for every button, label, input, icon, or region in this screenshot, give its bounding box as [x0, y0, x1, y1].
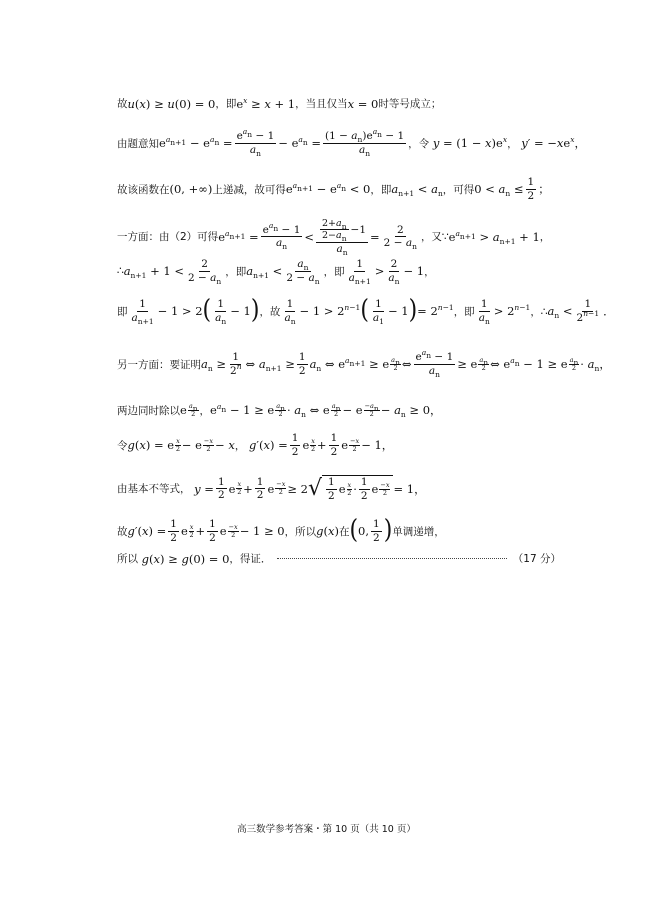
text: ，所以 [284, 525, 317, 538]
fraction: $\frac{1}{2}$ [298, 351, 306, 377]
text: ， [199, 404, 211, 417]
math: $e^{a_{n+1}} - e^{a_n}$ = [159, 135, 233, 151]
solution-line-2 [117, 127, 633, 158]
text: 时等号成立； [378, 98, 442, 110]
solution-line-3: 故该函数在 (0, +∞) 上递减，故可得 $e^{a_{n+1}} - e^{a_n} < 0$ ，即 $a_{n+1} < a_n$ ，可得 $0 < a_n$ ≤ $\frac{1}{2}$ ； [117, 176, 550, 202]
fraction: $\frac{e^{a_n} - 1}{a_n}$ [236, 127, 275, 158]
fraction: $\frac{2}{a_n}$ [388, 258, 400, 286]
score-label: （17 分） [512, 553, 561, 565]
fraction: $\frac{2}{2 - a_n}$ [383, 223, 417, 252]
fraction: $\frac{1}{2^n}$ [230, 351, 242, 377]
text: ， [507, 137, 518, 150]
fraction: $\frac{1}{2}$ [291, 432, 299, 458]
text: 即 [117, 305, 128, 318]
page-footer: 高三数学参考答案・第 10 页（共 10 页） [237, 824, 416, 835]
nested-fraction: $\frac{2+a_n}{2-a_n}$ −1 $a_n$ [316, 218, 368, 255]
text: ， [539, 231, 551, 244]
solution-line-6: 即 $\frac{1}{a_{n+1}}$ − 1 > 2 ( $\frac{1}{a_n}$ − 1 ) ，故 $\frac{1}{a_n}$ − $1 > 2^{n-1}$ ( $\frac{1}{a_1}$ − 1 ) = $2^{n-1}$ ，即 $\frac{1}{a_n}$ > $2^{n-1}$ ，∴ $a_n$ < $\frac{1}{2^{n-1}}$ ． [117, 295, 615, 326]
dotted-leader [277, 558, 506, 559]
text: 两边同时除以 [117, 404, 180, 417]
fraction: $\frac{e^{a_n} - 1}{a_n}$ [415, 348, 454, 379]
fraction: $\frac{a_n}{2 - a_n}$ [286, 258, 320, 286]
fraction: $\frac{1}{2^{n-1}}$ [576, 298, 600, 324]
text: 一方面：由（2）可得 [117, 231, 219, 244]
text: ，即 [323, 265, 345, 278]
solution-line-1 [117, 96, 633, 111]
text: 故 [117, 525, 128, 538]
solution-line-7: 另一方面：要证明 $a_n$ ≥ $\frac{1}{2^n}$ ⇔ $a_{n+1}$ ≥ $\frac{1}{2}$ $a_n$ ⇔ $e^{a_{n+1}} \ge e$ $a_n$ 2 ⇔ $\frac{e^{a_n} - 1}{a_n}$ ≥ e $a_n$ 2 ⇔ $e^{a_n} - 1 \ge e$ $a_n$ 2 · $a_n$， [117, 348, 611, 379]
text: ，可得 [442, 183, 475, 196]
math: x = 0 [347, 96, 379, 111]
math: $a_{n+1} < a_n$ [391, 182, 443, 199]
fraction: $\frac{1}{a_1}$ [372, 298, 384, 326]
solution-line-9: 令 g(x) = e x 2 − e −x 2 − x ， g′(x) = $\frac{1}{2}$ e x 2 + $\frac{1}{2}$ e −x 2 − 1， [117, 432, 394, 458]
square-root: √ $\frac{1}{2}$ e x 2 · $\frac{1}{2}$ e −x 2 [308, 475, 393, 502]
text: ，故 [259, 305, 281, 318]
text: 上递减，故可得 [212, 183, 286, 196]
math: u(x) ≥ u(0) = 0 [127, 96, 216, 111]
math: $a_{n+1} + 1$ < [123, 264, 184, 281]
fraction: $\frac{e^{a_n} - 1}{a_n}$ [262, 220, 301, 252]
fraction: $\frac{1}{a_n}$ [215, 298, 227, 326]
text: ，得证． [229, 553, 272, 565]
fraction: $\frac{1}{2}$ [209, 518, 216, 544]
math: $e^{a_{n+1}} > a_{n+1} + 1$ [448, 228, 540, 246]
fraction: $\frac{(1 - a_n)e^{a_n} - 1}{a_n}$ [325, 127, 405, 158]
text: ，令 [408, 137, 430, 150]
fraction: $\frac{1}{2}$ [170, 518, 177, 544]
text: 所以 [117, 553, 138, 565]
text: ，即 [225, 265, 247, 278]
text: 故 [117, 98, 128, 110]
text: ，即 [215, 98, 237, 110]
fraction: $\frac{1}{a_{n+1}}$ [348, 258, 371, 286]
math: − $e^{a_n}$ = [278, 135, 322, 151]
text: ，又∵ [420, 231, 449, 244]
fraction: $\frac{1}{2}$ [373, 518, 380, 544]
fraction: $\frac{1}{2}$ [256, 475, 264, 502]
solution-line-10: 由基本不等式， y = $\frac{1}{2}$ e x 2 + $\frac{1}{2}$ e $\frac{-x}{2}$ ≥ 2 √ $\frac{1}{2}$ e x 2 · $\frac{1}{2}$ e −x 2 = 1， [117, 475, 426, 502]
math: $y = (1 - x)e^x$ [432, 135, 508, 151]
solution-line-5: ∴ $a_{n+1} + 1$ < $\frac{2}{2 - a_n}$ ，即 $a_{n+1}$ < $\frac{a_n}{2 - a_n}$ ，即 $\frac{1}{a_{n+1}}$ > $\frac{2}{a_n}$ − 1 ， [117, 258, 435, 286]
fraction: $\frac{1}{a_{n+1}}$ [131, 298, 154, 326]
text: 单调递增， [392, 525, 445, 538]
text: ，当且仅当 [295, 98, 348, 110]
math: $y' = -xe^x$， [521, 135, 586, 151]
text: ， [424, 265, 435, 278]
fraction: $\frac{2}{2 - a_n}$ [188, 258, 222, 286]
fraction: $\frac{1}{2}$ [217, 475, 225, 502]
solution-line-4: 一方面：由（2）可得 $e^{a_{n+1}}$ = $\frac{e^{a_n} - 1}{a_n}$ < $\frac{2+a_n}{2-a_n}$ −1 $a_n$ = $\frac{2}{2 - a_n}$ ，又∵ $e^{a_{n+1}} > a_{n+1} + 1$ ， [117, 218, 551, 257]
text: ，即 [453, 305, 475, 318]
math: $a_{n+1}$ < [246, 264, 283, 281]
text: 故该函数在 [117, 183, 170, 196]
fraction: $\frac{1}{a_n}$ [478, 298, 490, 326]
fraction: $\frac{1}{2}$ [330, 432, 338, 458]
fraction: $\frac{1}{a_n}$ [284, 298, 296, 326]
math: $e^{a_{n+1}}$ = [218, 228, 259, 244]
math: $0 < a_n$ ≤ [474, 182, 524, 199]
fraction: $\frac{1}{2}$ [527, 176, 535, 202]
text: ，即 [370, 183, 392, 196]
text: 另一方面：要证明 [117, 358, 201, 371]
text: 由基本不等式， [117, 483, 191, 496]
text: ∴ [117, 265, 124, 278]
math: $e^x \ge x + 1$ [236, 95, 296, 111]
solution-line-8: 两边同时除以 e $a_n$ 2 ， $e^{a_n} - 1 \ge e$ $a_n$ 2 · $a_n$ ⇔ e $a_n$ 2 − e $-a_n$ 2 − $a_n \ge 0$， [117, 401, 442, 419]
text: ，∴ [530, 305, 548, 318]
math: $e^{a_{n+1}} - e^{a_n} < 0$ [285, 181, 371, 197]
text: 由题意知 [117, 137, 159, 150]
text: ， [234, 439, 246, 452]
text: 在 [338, 525, 350, 538]
math: (0, +∞) [169, 182, 213, 197]
text: 令 [117, 439, 128, 452]
solution-line-11: 故 g′(x) = $\frac{1}{2}$ e x 2 + $\frac{1}{2}$ e −x 2 − 1 ≥ 0 ，所以 g(x) 在 ( 0, $\frac{1}{2}$ ) 单调递增， [117, 515, 445, 546]
solution-line-12: 所以 g(x) ≥ g(0) = 0 ，得证． （17 分） [117, 551, 561, 566]
